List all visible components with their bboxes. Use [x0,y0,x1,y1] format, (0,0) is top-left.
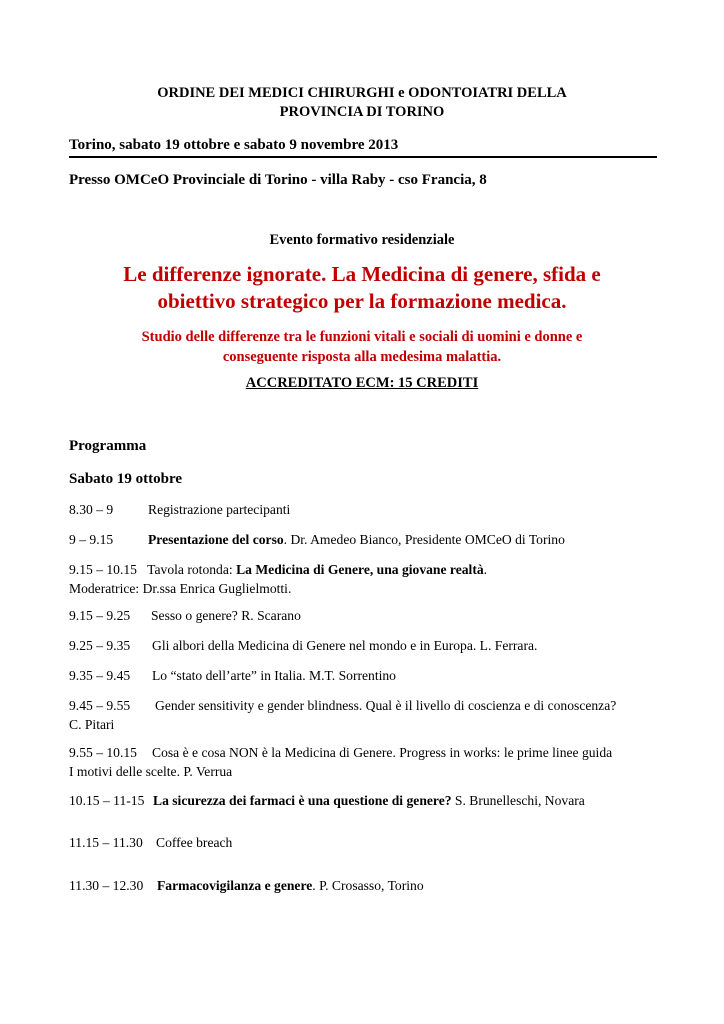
schedule-time: 9.15 – 9.25 [69,608,131,623]
schedule-time: 9.25 – 9.35 [69,638,131,653]
schedule-time: 11.30 – 12.30 [69,878,144,893]
event-subtitle-line-2: conseguente risposta alla medesima malattia. [222,349,502,365]
schedule-bold-text: Farmacovigilanza e genere [157,878,313,893]
event-venue: Presso OMCeO Provinciale di Torino - villa Raby - cso Francia, 8 [69,172,487,188]
schedule-row [69,636,669,655]
schedule-bold-text: Presentazione del corso [148,532,284,547]
schedule-text-continuation: C. Pitari [69,717,115,732]
schedule-time: 11.15 – 11.30 [69,835,143,850]
schedule-bold-text: La Medicina di Genere, una giovane realtà [236,562,484,577]
schedule-pre-text: Tavola rotonda: [147,562,237,577]
schedule-text-continuation: I motivi delle scelte. P. Verrua [69,764,233,779]
schedule-time: 9.45 – 9.55 [69,698,131,713]
event-title-line-2: obiettivo strategico per la formazione medica. [157,289,567,313]
event-type: Evento formativo residenziale [269,232,455,248]
event-subtitle [0,327,724,367]
horizontal-rule [69,156,657,158]
event-title-line-1: Le differenze ignorate. La Medicina di genere, sfida e [123,262,601,286]
schedule-row [69,833,669,852]
schedule-row [69,500,669,519]
organization-header-line-2: PROVINCIA DI TORINO [279,104,445,120]
event-title [0,261,724,315]
schedule-row [69,696,669,734]
schedule-text: Lo “stato dell’arte” in Italia. M.T. Sorrentino [152,668,396,683]
ecm-accreditation: ACCREDITATO ECM: 15 CREDITI [245,375,479,391]
organization-header-line-1: ORDINE DEI MEDICI CHIRURGHI e ODONTOIATRI DELLA [157,85,567,101]
schedule-time: 9.35 – 9.45 [69,668,131,683]
schedule-text: . P. Crosasso, Torino [312,878,424,893]
schedule-text: Sesso o genere? R. Scarano [151,608,301,623]
schedule-time: 9.55 – 10.15 [69,745,137,760]
event-dates: Torino, sabato 19 ottobre e sabato 9 novembre 2013 [69,137,399,153]
schedule-text-continuation: Moderatrice: Dr.ssa Enrica Guglielmotti. [69,581,292,596]
schedule-row [69,666,669,685]
schedule-text: Registrazione partecipanti [148,502,291,517]
program-heading: Programma [69,438,147,454]
schedule-row [69,876,669,895]
schedule-text: Coffee breach [156,835,233,850]
schedule-time: 10.15 – 11-15 [69,793,145,808]
schedule-bold-text: La sicurezza dei farmaci è una questione di genere? [153,793,452,808]
day-heading: Sabato 19 ottobre [69,471,183,487]
schedule-text: Gender sensitivity e gender blindness. Qual è il livello di coscienza e di conoscenza? [155,698,617,713]
schedule-row [69,743,669,781]
schedule-text: Gli albori della Medicina di Genere nel mondo e in Europa. L. Ferrara. [152,638,538,653]
schedule-time: 8.30 – 9 [69,502,114,517]
event-subtitle-line-1: Studio delle differenze tra le funzioni vitali e sociali di uomini e donne e [141,329,583,345]
schedule-row [69,791,669,810]
organization-header [0,84,724,122]
schedule-time: 9 – 9.15 [69,532,114,547]
schedule-text: . Dr. Amedeo Bianco, Presidente OMCeO di Torino [283,532,565,547]
schedule-row [69,560,669,598]
schedule-row [69,530,669,549]
schedule-time: 9.15 – 10.15 [69,562,137,577]
schedule-text: . [483,562,488,577]
schedule-text: Cosa è e cosa NON è la Medicina di Genere. Progress in works: le prime linee guida [152,745,613,760]
schedule-row [69,606,669,625]
schedule-text: S. Brunelleschi, Novara [451,793,585,808]
